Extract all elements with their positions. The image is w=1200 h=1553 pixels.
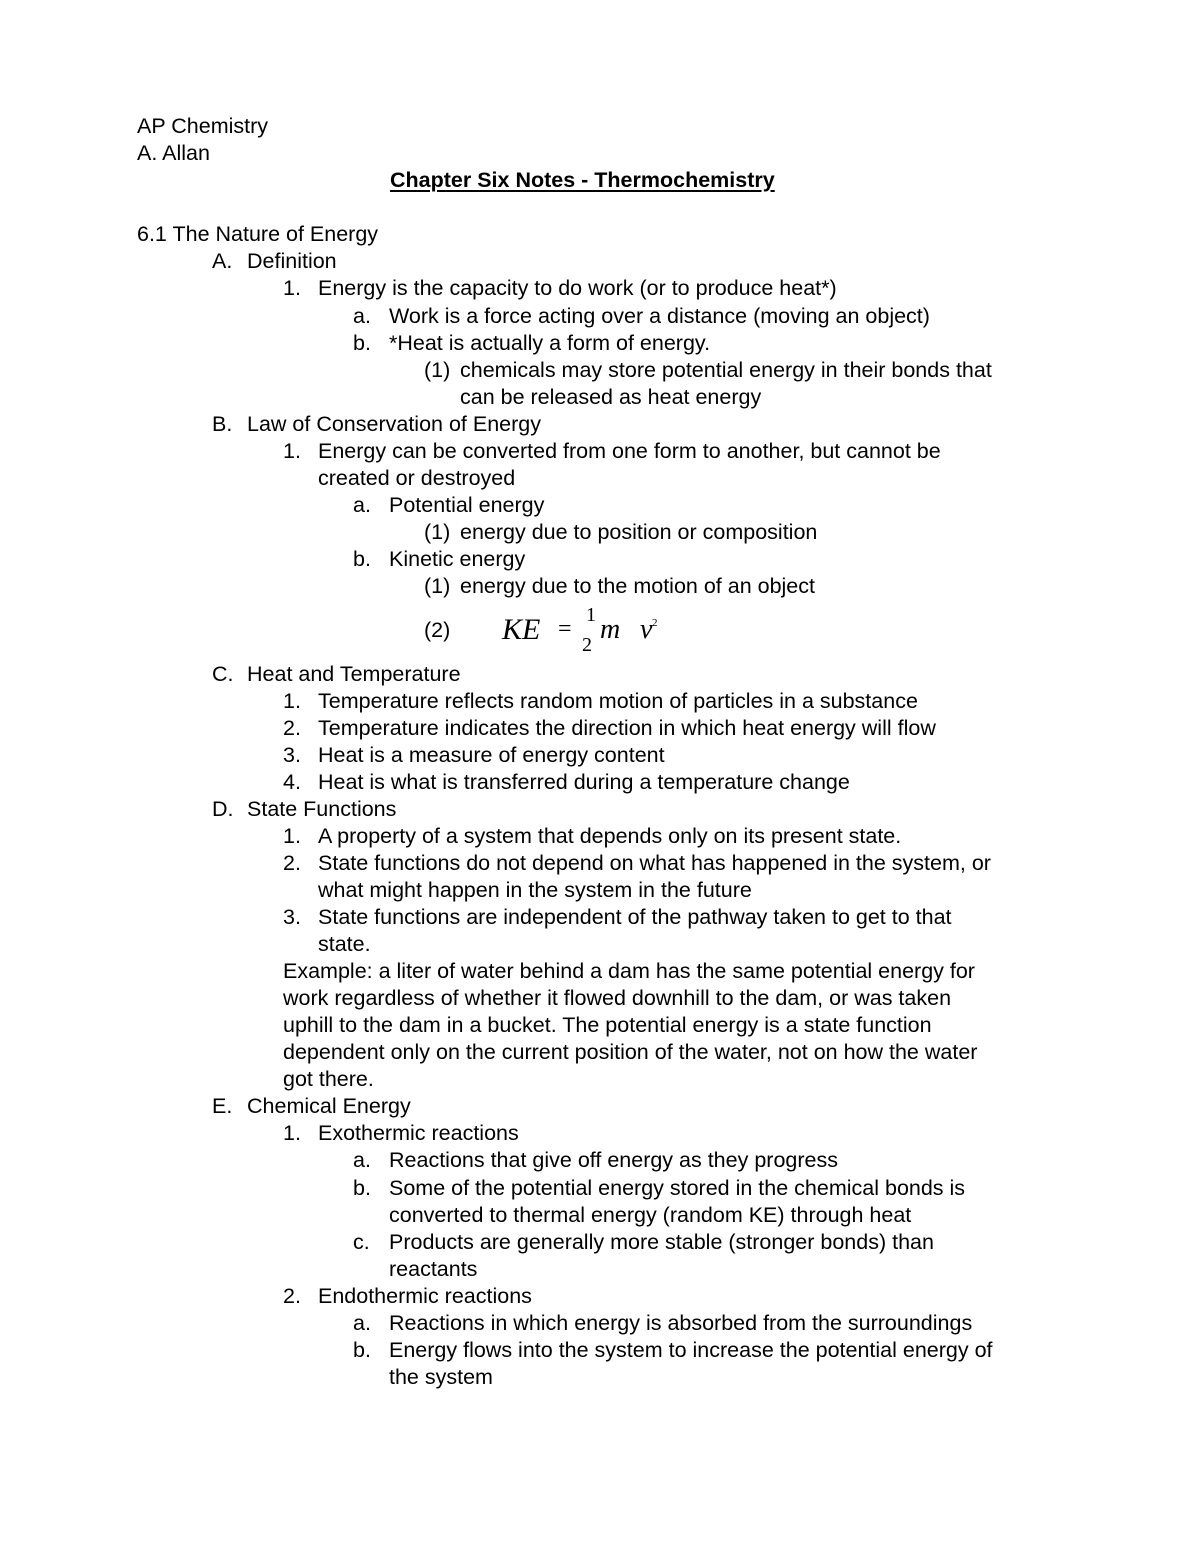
formula-velocity: v: [640, 614, 653, 645]
example-text: dependent only on the current position of the water, not on how the water: [283, 1040, 978, 1064]
outline-item: 4. Heat is what is transferred during a temperature change: [283, 770, 850, 794]
example-text: got there.: [283, 1067, 374, 1091]
outline-item: converted to thermal energy (random KE) through heat: [389, 1203, 912, 1227]
outline-item: b. Kinetic energy: [353, 547, 526, 571]
outline-item: c. Products are generally more stable (stronger bonds) than: [353, 1230, 934, 1254]
outline-item: b. Energy flows into the system to increase the potential energy of: [353, 1338, 993, 1362]
outline-item: reactants: [389, 1257, 478, 1281]
kinetic-energy-formula: [502, 602, 672, 662]
outline-item: 1. Energy is the capacity to do work (or to produce heat*): [283, 276, 837, 300]
outline-item: created or destroyed: [318, 466, 516, 490]
formula-equals: =: [558, 616, 572, 642]
outline-item: 2. Temperature indicates the direction in which heat energy will flow: [283, 716, 936, 740]
outline-item: (1) energy due to position or composition: [424, 520, 818, 544]
outline-item: a. Reactions in which energy is absorbed from the surroundings: [353, 1311, 973, 1335]
outline-item: 3. Heat is a measure of energy content: [283, 743, 665, 767]
outline-item: b. *Heat is actually a form of energy.: [353, 331, 711, 355]
course-name: AP Chemistry: [137, 114, 269, 138]
example-text: uphill to the dam in a bucket. The potential energy is a state function: [283, 1013, 932, 1037]
formula-lhs: KE: [502, 613, 541, 646]
formula-numerator: 1: [586, 604, 596, 626]
section-heading: 6.1 The Nature of Energy: [137, 222, 379, 246]
outline-item: 2. State functions do not depend on what has happened in the system, or: [283, 851, 991, 875]
outline-item: 1. A property of a system that depends only on its present state.: [283, 824, 902, 848]
outline-item: the system: [389, 1365, 493, 1389]
outline-item: 1. Exothermic reactions: [283, 1121, 519, 1145]
outline-item: B. Law of Conservation of Energy: [212, 412, 541, 436]
formula-mass: m: [600, 614, 621, 645]
outline-item: can be released as heat energy: [460, 385, 762, 409]
outline-item: C. Heat and Temperature: [212, 662, 461, 686]
outline-item: E. Chemical Energy: [212, 1094, 411, 1118]
outline-item: A. Definition: [212, 249, 337, 273]
outline-item: 1. Energy can be converted from one form to another, but cannot be: [283, 439, 941, 463]
formula-exponent: 2: [652, 617, 658, 629]
example-text: work regardless of whether it flowed downhill to the dam, or was taken: [283, 986, 952, 1010]
formula-denominator: 2: [582, 634, 592, 656]
outline-item: (1) chemicals may store potential energy in their bonds that: [424, 358, 992, 382]
outline-item: 3. State functions are independent of the pathway taken to get to that: [283, 905, 952, 929]
example-text: Example: a liter of water behind a dam has the same potential energy for: [283, 959, 975, 983]
page-title: Chapter Six Notes - Thermochemistry: [390, 168, 775, 192]
outline-item: 2. Endothermic reactions: [283, 1284, 532, 1308]
outline-item: 1. Temperature reflects random motion of particles in a substance: [283, 689, 918, 713]
outline-item: what might happen in the system in the future: [318, 878, 752, 902]
outline-item: a. Work is a force acting over a distance (moving an object): [353, 304, 930, 328]
outline-item: state.: [318, 932, 371, 956]
outline-item: a. Potential energy: [353, 493, 545, 517]
author-name: A. Allan: [137, 141, 210, 165]
outline-item: b. Some of the potential energy stored in the chemical bonds is: [353, 1176, 966, 1200]
outline-item: (1) energy due to the motion of an object: [424, 574, 815, 598]
outline-item: D. State Functions: [212, 797, 397, 821]
outline-item: (2): [424, 618, 451, 642]
outline-item: a. Reactions that give off energy as they progress: [353, 1148, 838, 1172]
